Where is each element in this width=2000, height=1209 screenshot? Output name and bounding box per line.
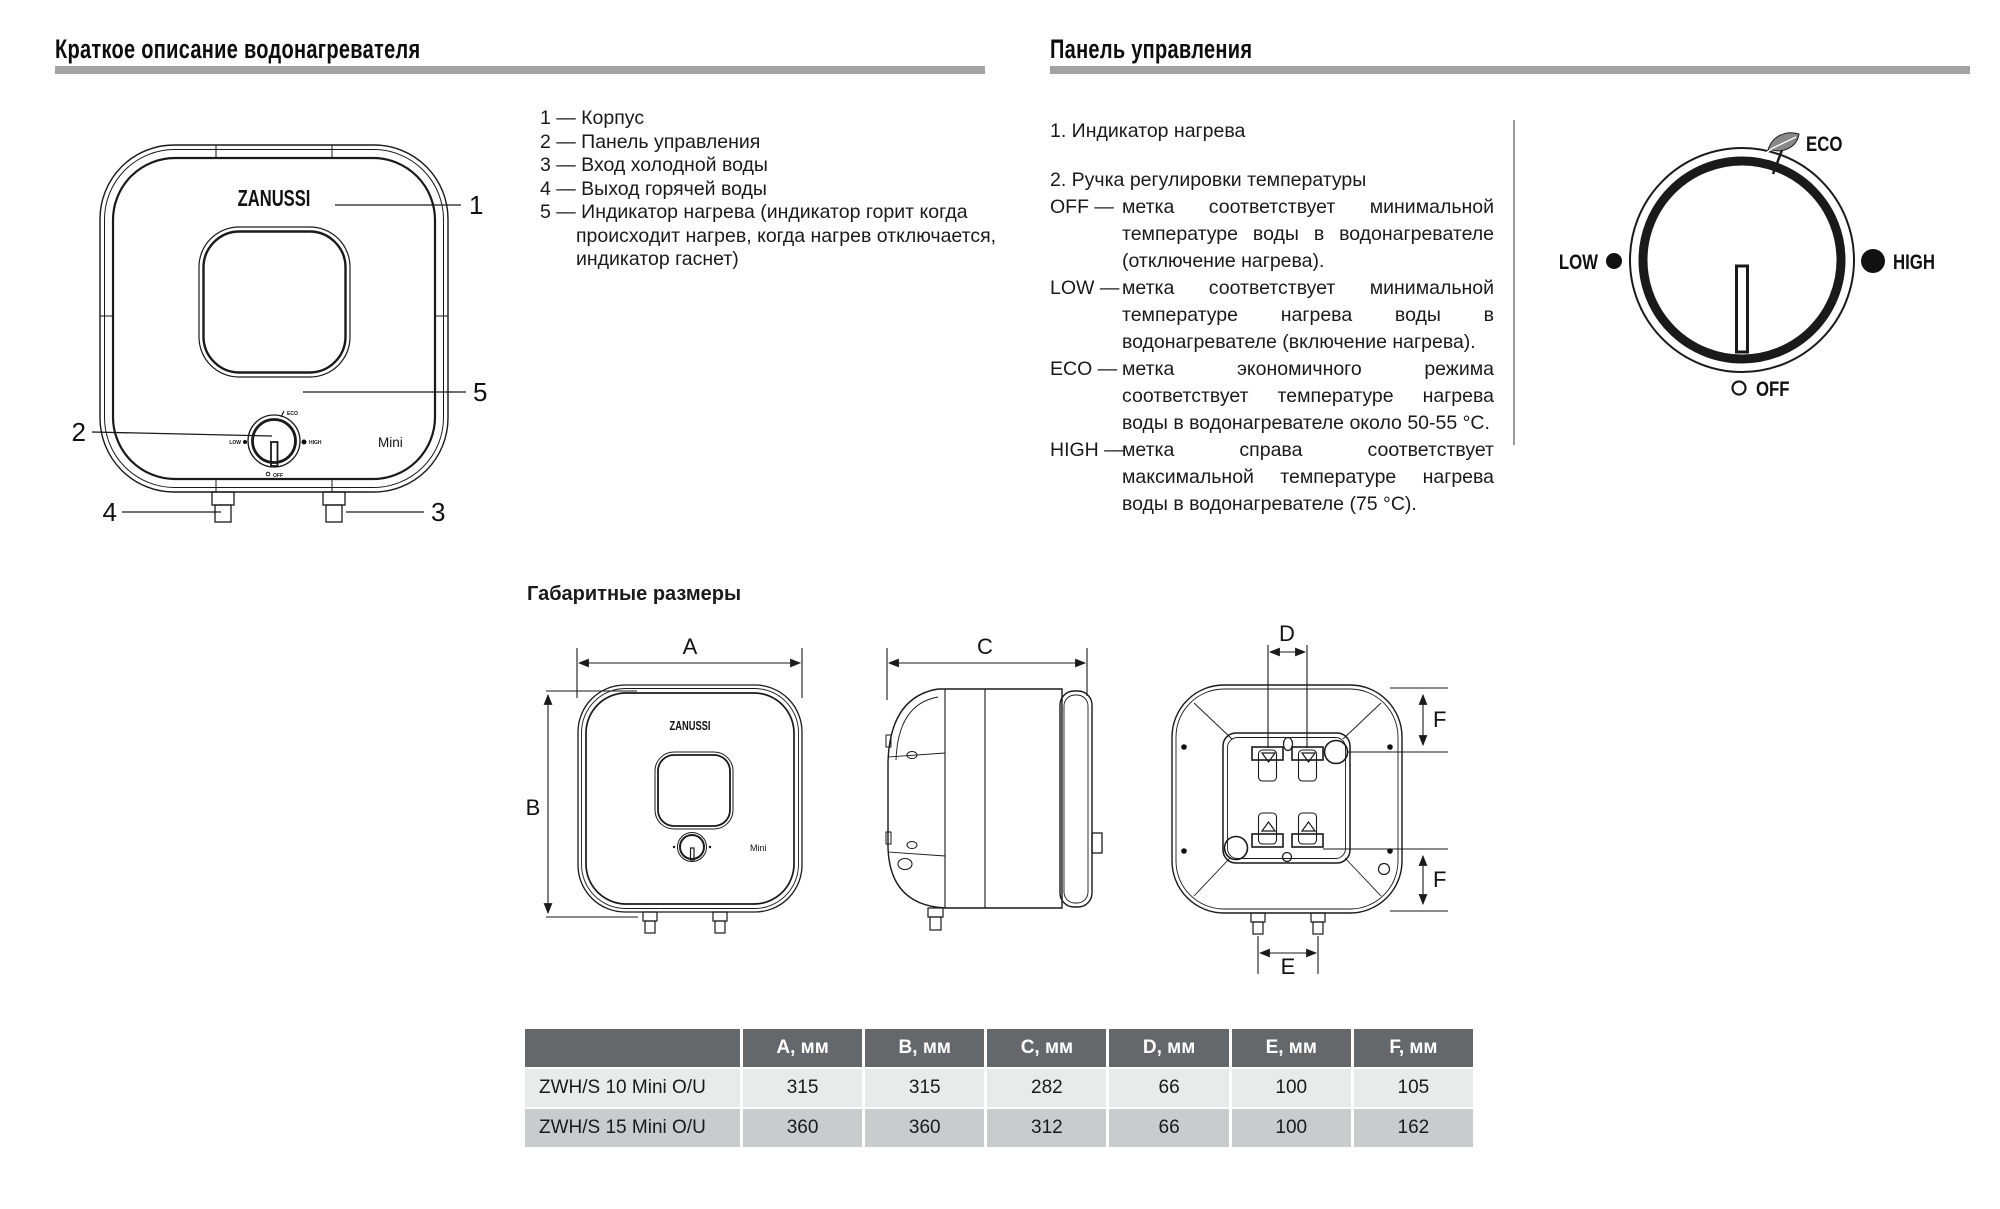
table-row-1-d: 66 xyxy=(1109,1069,1228,1107)
dim-c-label: C xyxy=(977,634,993,659)
knob-off-label: OFF xyxy=(273,473,283,479)
mode-low-term: LOW — xyxy=(1050,277,1120,299)
knob-low-label: LOW xyxy=(229,440,241,446)
table-row-2-f: 162 xyxy=(1354,1109,1473,1147)
dim-d-label: D xyxy=(1279,621,1295,646)
table-row-1-a: 315 xyxy=(743,1069,862,1107)
control-divider xyxy=(1513,120,1515,445)
table-header-c: C, мм xyxy=(987,1029,1106,1067)
dim-f-top-label: F xyxy=(1433,707,1447,732)
model-label: Mini xyxy=(378,435,403,450)
control-section-title: Панель управления xyxy=(1050,34,1253,64)
table-header-a: А, мм xyxy=(743,1029,862,1067)
mode-eco-term: ECO — xyxy=(1050,358,1118,380)
device-pipes xyxy=(212,492,345,522)
dimension-drawings xyxy=(515,620,1465,1005)
table-row-2-a: 360 xyxy=(743,1109,862,1147)
dimensions-table xyxy=(525,1029,1473,1147)
mode-high-row xyxy=(1050,437,1494,518)
dimensions-title: Габаритные размеры xyxy=(527,583,742,605)
legend-item-3: 3 — Вход холодной воды xyxy=(540,154,768,176)
control-item-knob: 2. Ручка регулировки температуры xyxy=(1050,169,1367,191)
dial-low-dot xyxy=(1606,253,1622,269)
table-row-1-name: ZWH/S 10 Mini O/U xyxy=(525,1069,740,1107)
mode-off-row xyxy=(1050,194,1494,275)
table-row-2-b: 360 xyxy=(865,1109,984,1147)
table-row-1-c: 282 xyxy=(987,1069,1106,1107)
dial-high-label: HIGH xyxy=(1893,251,1935,275)
water-heater-front-drawing xyxy=(55,130,505,540)
table-header-b: B, мм xyxy=(865,1029,984,1067)
callout-4: 4 xyxy=(102,497,117,527)
legend-item-1: 1 — Корпус xyxy=(540,107,645,129)
dim-f-bottom-label: F xyxy=(1433,867,1447,892)
dim-b-label: B xyxy=(525,795,541,820)
table-row-1-f: 105 xyxy=(1354,1069,1473,1107)
front-view-model: Mini xyxy=(750,843,767,853)
table-row-1-e: 100 xyxy=(1232,1069,1351,1107)
callout-2: 2 xyxy=(71,417,86,447)
table-header-empty xyxy=(525,1029,740,1067)
knob-eco-label: ECO xyxy=(287,411,298,417)
dial-rings xyxy=(1630,148,1854,372)
mode-high-desc: метка справа соответствует максимальной температуре нагрева воды в водонагревателе (75 °C). xyxy=(1122,439,1494,515)
front-view-brand: ZANUSSI xyxy=(669,719,711,734)
knob-high-label: HIGH xyxy=(309,440,322,446)
table-row-1-b: 315 xyxy=(865,1069,984,1107)
table-header-f: F, мм xyxy=(1354,1029,1473,1067)
knob-micro-labels xyxy=(229,411,322,479)
brand-logo: ZANUSSI xyxy=(237,186,311,212)
dial-off-dot xyxy=(1733,382,1746,395)
table-header-e: E, мм xyxy=(1232,1029,1351,1067)
table-row-2-name: ZWH/S 15 Mini O/U xyxy=(525,1109,740,1147)
callout-5: 5 xyxy=(473,377,488,407)
temperature-dial-diagram xyxy=(1530,95,1970,410)
callout-3: 3 xyxy=(431,497,446,527)
overview-title-bar xyxy=(55,66,985,74)
mode-eco-row xyxy=(1050,356,1494,437)
control-knob xyxy=(243,411,307,476)
mode-off-term: OFF — xyxy=(1050,196,1114,218)
table-row-2-e: 100 xyxy=(1232,1109,1351,1147)
dim-a-label: A xyxy=(682,634,698,659)
table-header-d: D, мм xyxy=(1109,1029,1228,1067)
legend-item-2: 2 — Панель управления xyxy=(540,130,761,153)
dial-high-dot xyxy=(1861,249,1885,273)
dial-off-label: OFF xyxy=(1756,378,1790,402)
legend-item-4: 4 — Выход горячей воды xyxy=(540,177,767,200)
parts-legend xyxy=(540,107,1005,272)
control-description xyxy=(1050,118,1494,518)
table-row-2-c: 312 xyxy=(987,1109,1106,1147)
dial-low-label: LOW xyxy=(1558,251,1598,275)
mode-low-desc: метка соответствует минимальной температуре нагрева воды в водонагревателе (включение нагрева). xyxy=(1122,277,1494,353)
control-item-indicator: 1. Индикатор нагрева xyxy=(1050,120,1246,142)
mode-high-term: HIGH — xyxy=(1050,439,1124,461)
side-view-drawing xyxy=(886,689,1102,930)
overview-section-title: Краткое описание водонагревателя xyxy=(55,34,421,64)
rear-view-drawing xyxy=(1172,685,1402,934)
table-row-2-d: 66 xyxy=(1109,1109,1228,1147)
dial-eco-label: ECO xyxy=(1806,133,1843,157)
mode-off-desc: метка соответствует минимальной температуре воды в водонагревателе (отключение нагрева). xyxy=(1122,196,1494,272)
rear-view-dimension-lines xyxy=(1258,645,1448,974)
dim-e-label: E xyxy=(1280,954,1296,979)
legend-item-5: 5 — Индикатор нагрева (индикатор горит когда происходит нагрев, когда нагрев отключается, индикатор гаснет) xyxy=(540,201,997,270)
mode-low-row xyxy=(1050,275,1494,356)
mode-eco-desc: метка экономичного режима соответствует температуре нагрева воды в водонагревателе около 50-55 °C. xyxy=(1122,358,1494,434)
control-title-bar xyxy=(1050,66,1970,74)
callout-1: 1 xyxy=(469,190,484,220)
